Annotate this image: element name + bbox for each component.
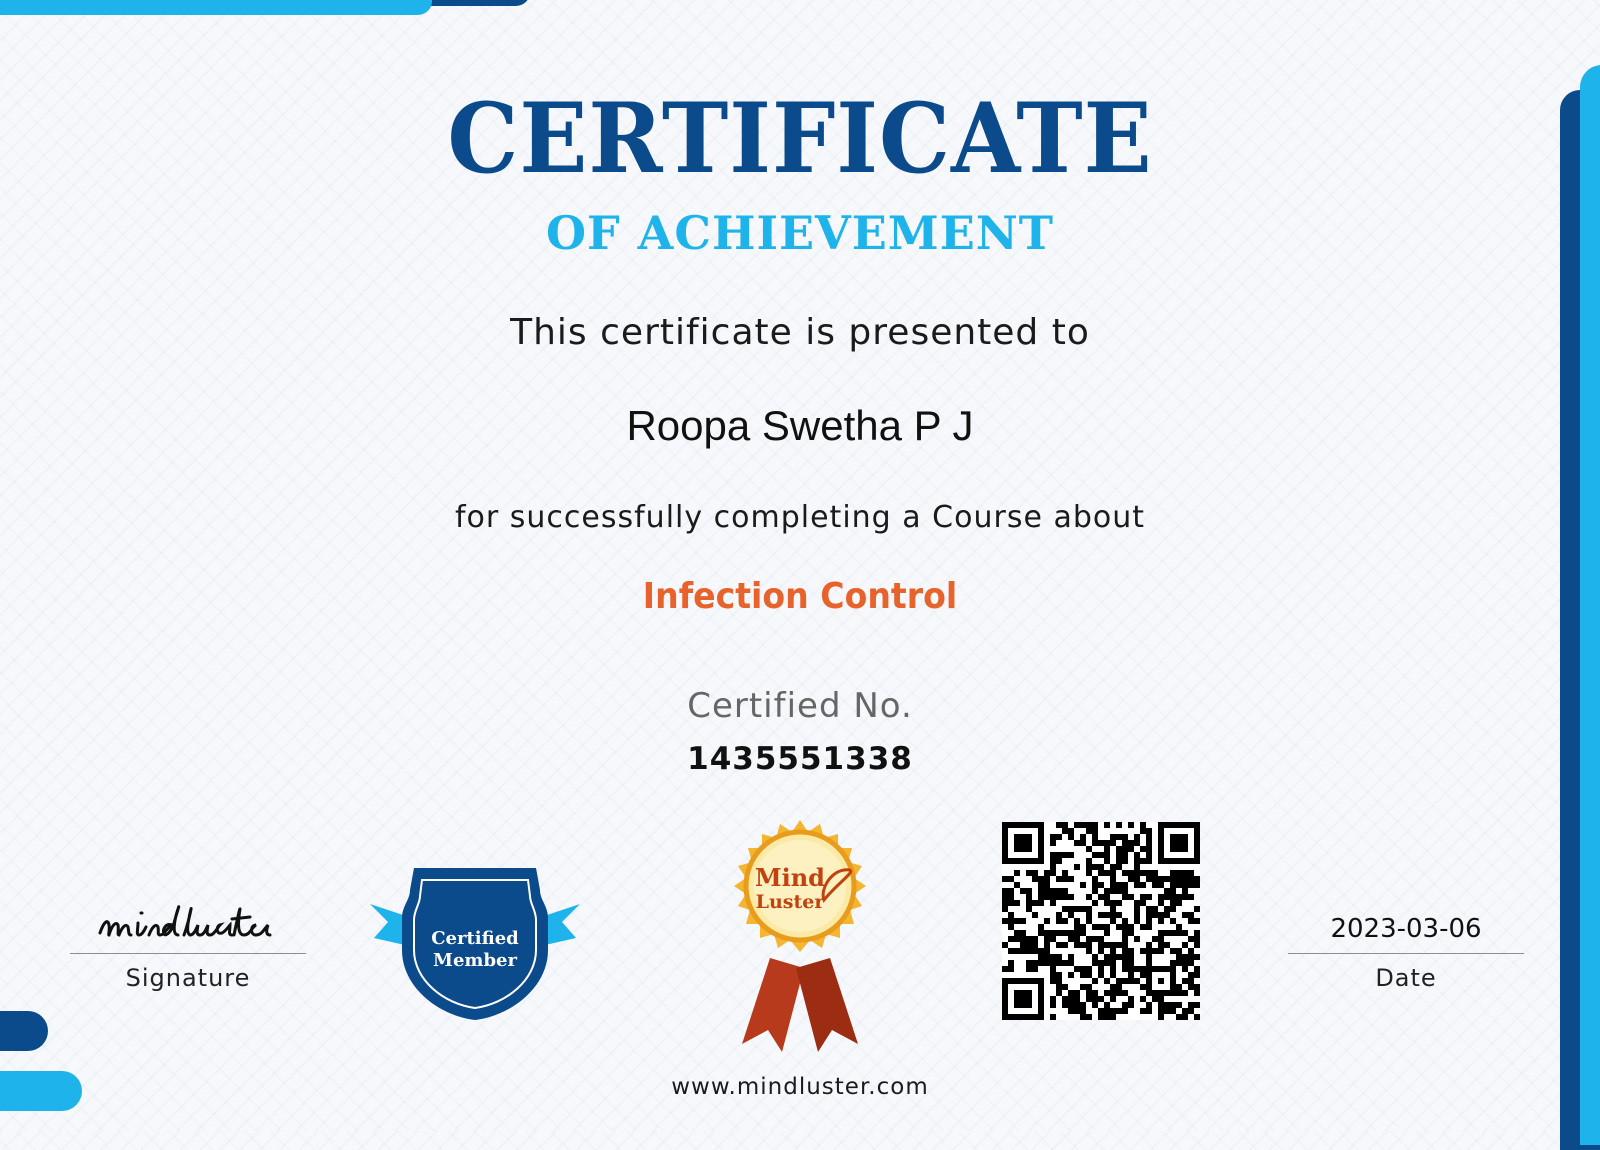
course-name: Infection Control (642, 576, 958, 617)
medal-line2: Luster (755, 891, 825, 913)
badge-line1: Certified (431, 928, 519, 949)
qr-code-icon (1002, 822, 1200, 1020)
qr-code[interactable] (1002, 822, 1200, 1020)
completion-text: for successfully completing a Course about (454, 500, 1146, 535)
website-url[interactable]: www.mindluster.com (671, 1074, 929, 1100)
certified-no-label: Certified No. (687, 686, 913, 726)
badge-line2: Member (433, 950, 517, 971)
medal-line1: Mind (755, 863, 825, 892)
certificate-title: CERTIFICATE (447, 82, 1153, 195)
signature-block (70, 895, 306, 992)
signature-script (70, 895, 306, 953)
certified-member-shield-icon (370, 866, 580, 1022)
top-decor-bar-light (0, 0, 432, 15)
mindluster-seal-icon (712, 818, 888, 1060)
certified-no-value: 1435551338 (687, 741, 913, 777)
signature-script-graphic (94, 895, 284, 947)
certified-member-badge (370, 866, 580, 1026)
signature-caption: Signature (125, 964, 251, 992)
date-line (1288, 953, 1524, 954)
bottom-left-decor-pill-dark (0, 1011, 48, 1051)
date-value: 2023-03-06 (1330, 914, 1482, 944)
date-block (1288, 895, 1524, 992)
recipient-name: Roopa Swetha P J (626, 402, 974, 449)
certificate-subtitle: OF ACHIEVEMENT (545, 206, 1055, 260)
presented-to-text: This certificate is presented to (510, 312, 1090, 353)
mindluster-medal (712, 818, 888, 1064)
date-caption: Date (1375, 964, 1437, 992)
signature-line (70, 953, 306, 954)
